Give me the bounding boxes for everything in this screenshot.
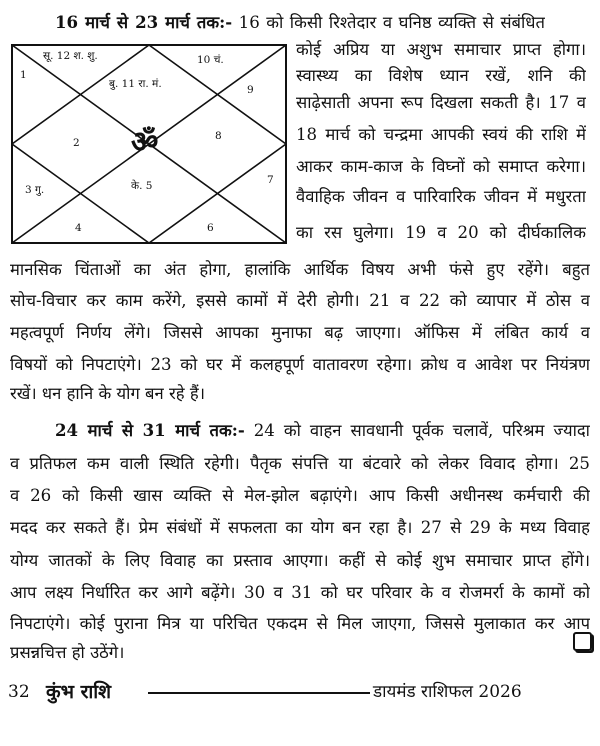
text-line: प्रसन्नचित्त हो उठेंगे। [10,643,125,662]
square-end-mark-icon [573,632,592,651]
text-line: 16 को किसी रिश्तेदार व घनिष्ठ व्यक्ति से संबंधित [238,13,545,32]
page-number: 32 [8,682,30,702]
text-line: का रस घुलेगा। 19 व 20 को दीर्घकालिक [296,223,586,242]
text-line: स्वास्थ्य का विशेष ध्यान रखें, शनि की [296,66,586,85]
om-symbol: ॐ [131,125,159,160]
section2-heading: 24 मार्च से 31 मार्च तक:- [55,420,245,440]
text-line: सोच-विचार कर काम करेंगे, इससे कामों में देरी होगी। 21 व 22 को व्यापार में ठोस व [10,291,590,310]
text-line: व प्रतिफल कम वाली स्थिति रहेगी। पैतृक संपत्ति या बंटवारे को लेकर विवाद होगा। 25 [10,454,590,473]
text-line: मदद कर सकते हैं। प्रेम संबंधों में सफलता का योग बन रहा है। 27 से 29 के मध्य विवाह [10,518,590,537]
house-4: 4 [75,222,82,234]
text-line: साढ़ेसाती अपना रूप दिखला सकती है। 17 व [296,93,586,112]
text-line: आकर काम-काज के विघ्नों को समाप्त करेगा। [296,157,586,176]
footer-book-title: डायमंड राशिफल 2026 [373,682,522,702]
text-line: व 26 को किसी खास व्यक्ति से मेल-झोल बढ़ाएंगे। आप किसी अधीनस्थ कर्मचारी की [10,486,590,505]
text-line: महत्वपूर्ण निर्णय लेंगे। जिससे आपका मुनाफा बढ़ जाएगा। ऑफिस में लंबित कार्य व [10,323,590,342]
house-11: बु. 11 रा. मं. [109,78,162,90]
text-line: आप लक्ष्य निर्धारित कर आगे बढ़ेंगे। 30 व 31 को घर परिवार के व रोजमर्रा के कामों को [10,583,590,602]
text-line: 24 को वाहन सावधानी पूर्वक चलावें, परिश्रम ज्यादा [253,421,590,440]
house-3: 3 गु. [25,184,45,196]
text-line: निपटाएंगे। कोई पुराना मित्र या परिचित एकदम से मिल जाएगा, जिससे मुलाकात कर आप [10,614,590,633]
text-line: कोई अप्रिय या अशुभ समाचार प्राप्त होगा। [296,40,586,59]
text-line: 18 मार्च को चन्द्रमा आपकी स्वयं की राशि में [296,125,586,144]
section2-first-line [55,418,590,443]
text-line: मानसिक चिंताओं का अंत होगा, हालांकि आर्थिक विषय अभी फंसे हुए रहेंगे। बहुत [10,260,590,279]
house-7: 7 [267,174,274,186]
section1-heading: 16 मार्च से 23 मार्च तक:- [55,12,233,32]
footer-rule [148,692,370,694]
house-9: 9 [247,84,254,96]
house-10: 10 चं. [197,54,224,66]
house-2: 2 [73,137,80,149]
footer-sign-title: कुंभ राशि [46,681,112,703]
house-8: 8 [215,130,222,142]
house-1: 1 [20,69,27,81]
text-line: रखें। धन हानि के योग बन रहे हैं। [10,384,205,403]
section1-first-line [55,10,545,35]
text-line: योग्य जातकों के लिए विवाह का प्रस्ताव आएगा। कहीं से कोई शुभ समाचार प्राप्त होंगे। [10,551,590,570]
house-5: के. 5 [131,180,153,192]
birth-chart [11,44,287,244]
house-12: सू. 12 श. शु. [43,50,98,62]
page-footer [8,680,588,704]
text-line: वैवाहिक जीवन व पारिवारिक जीवन में मधुरता [296,187,586,206]
text-line: विषयों को निपटाएंगे। 23 को घर में कलहपूर्ण वातावरण रहेगा। क्रोध व आवेश पर नियंत्रण [10,355,590,374]
house-6: 6 [207,222,214,234]
